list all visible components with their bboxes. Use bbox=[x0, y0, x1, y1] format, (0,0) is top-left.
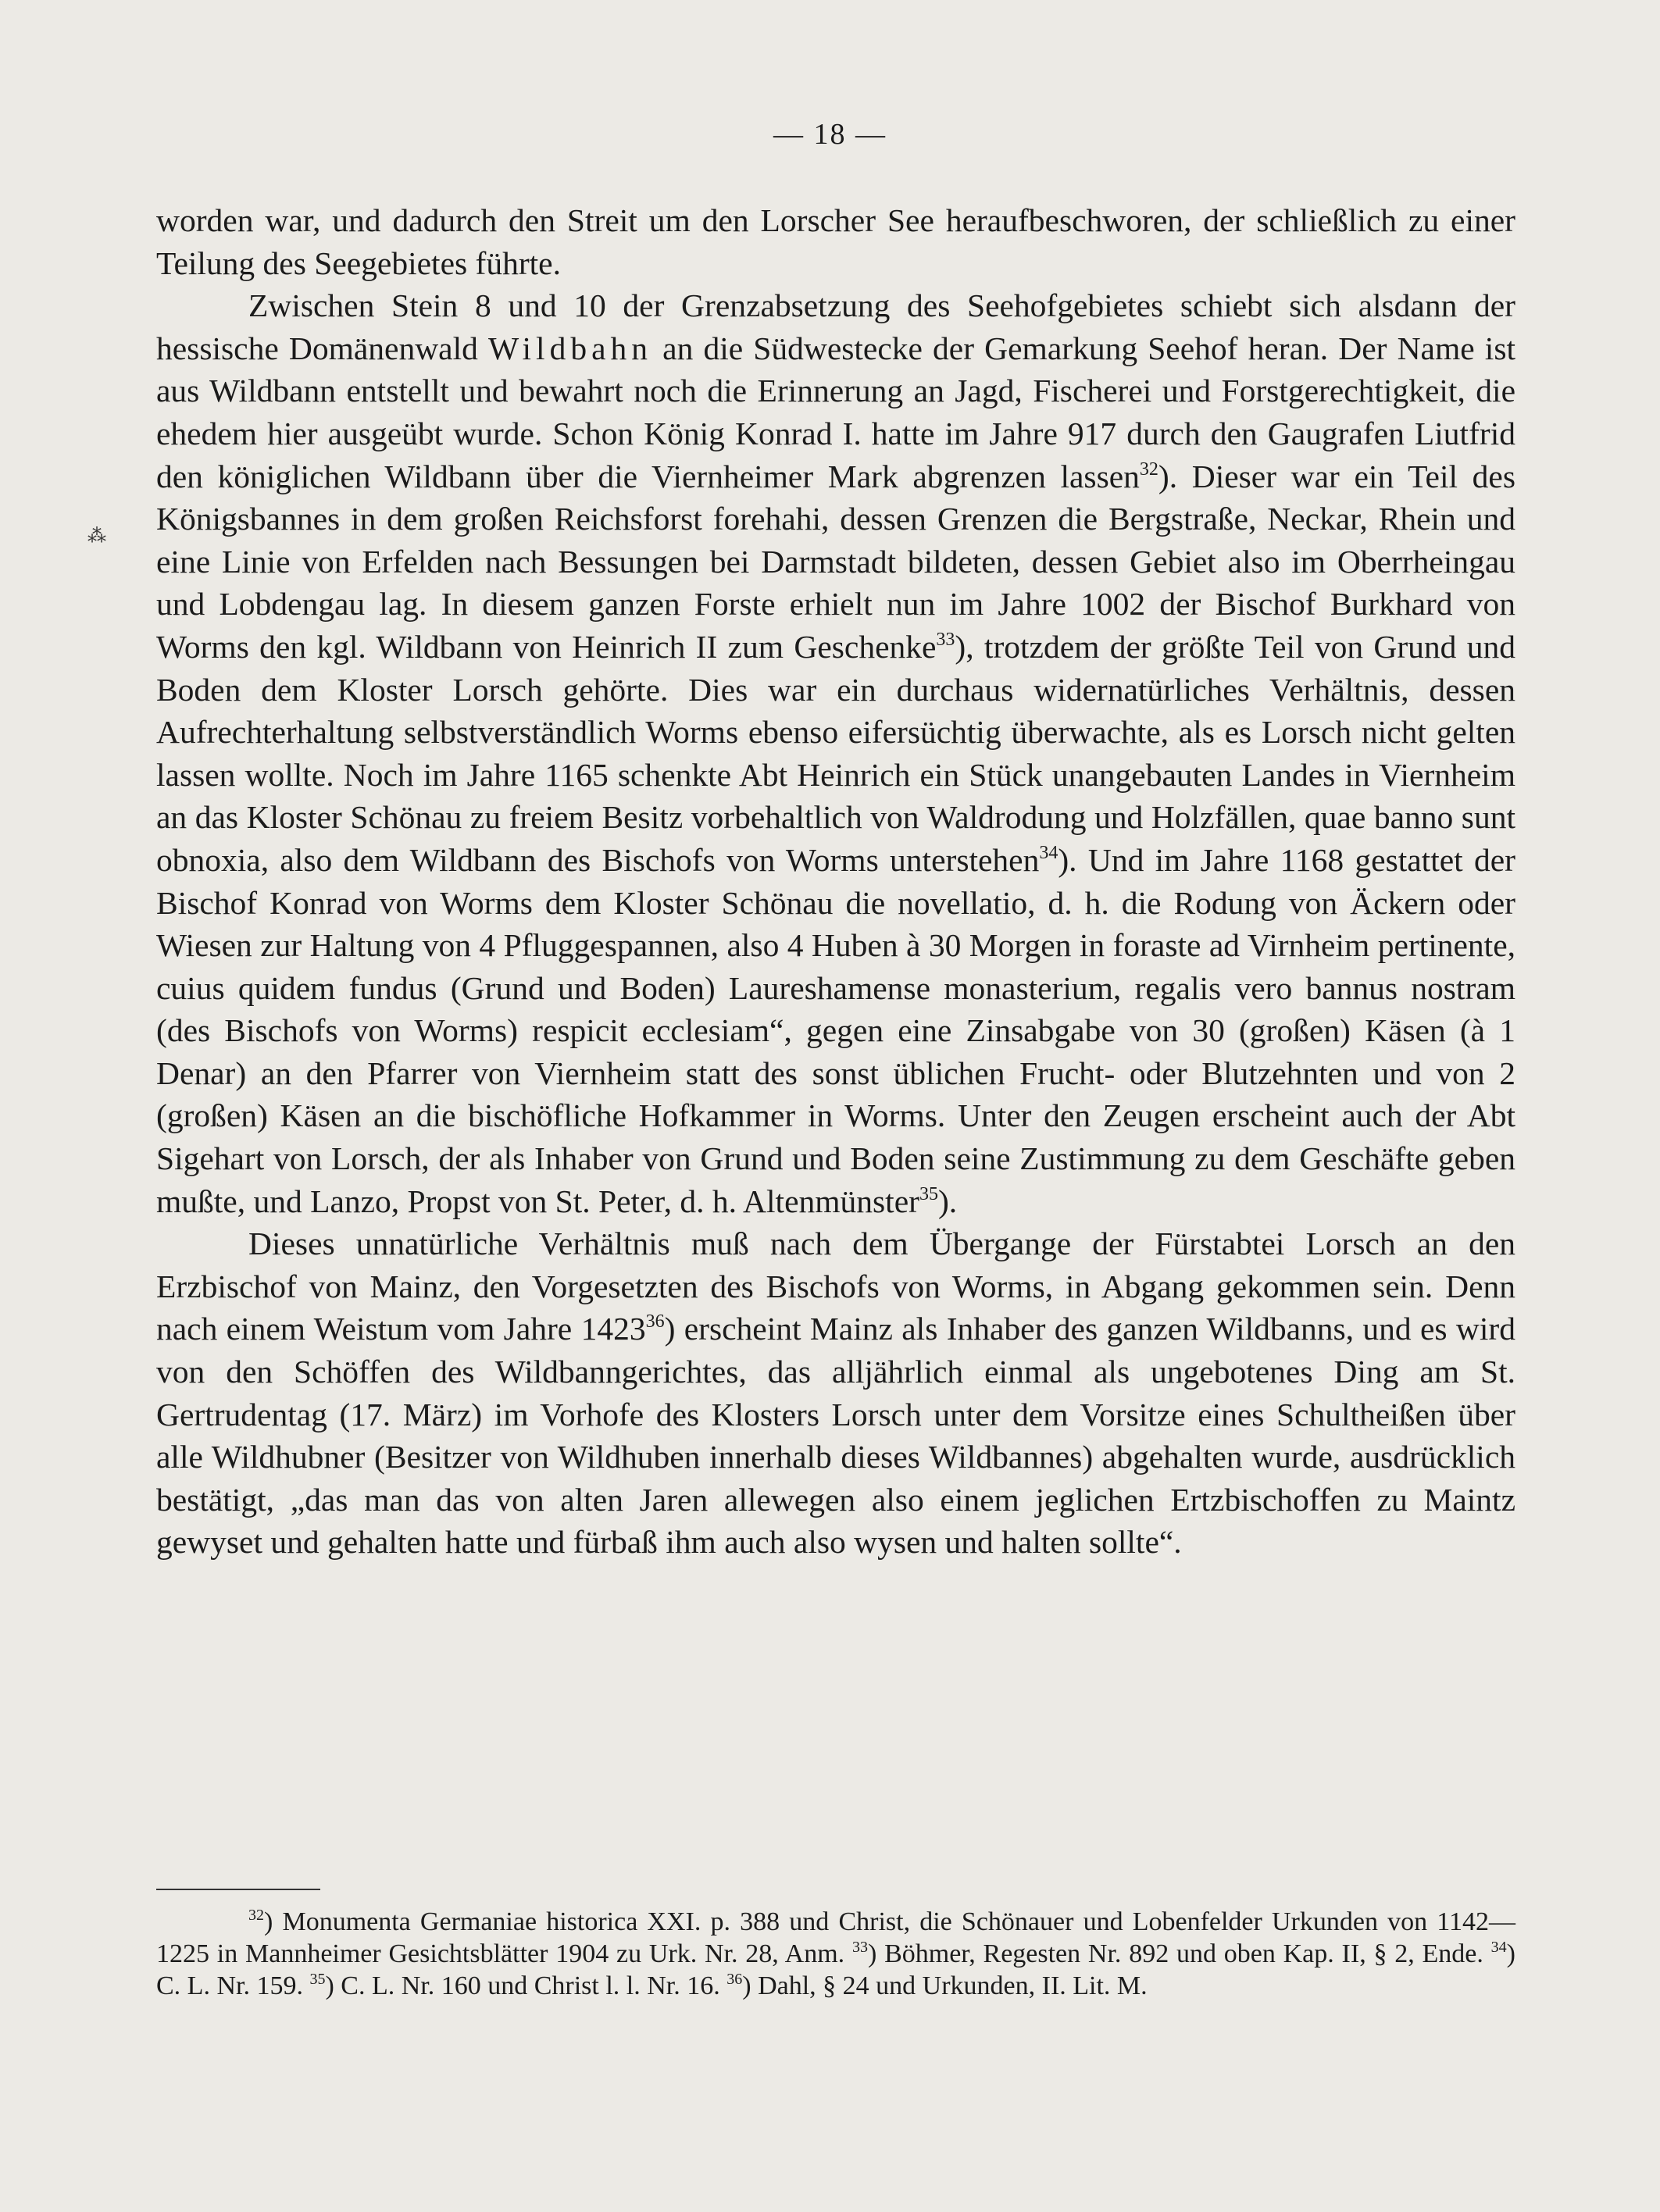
paragraph-3-text-b: ) erscheint Mainz als Inhaber des ganzen Wildbanns, und es wird von den Schöffen des Wildbanngerichtes, das alljährlich einmal als ungebotenes Ding am St. Gertrudentag (17. März) im Vorhofe des Klosters Lorsch unter dem Vorsitze eines Schultheißen über alle Wildhubner (Besitzer von Wildhuben innerhalb dieses Wildbannes) abgehalten wurde, ausdrücklich bestätigt, „das man das von alten Jaren allewegen also einem jeglichen Ertzbischoffen zu Maintz gewyset und gehalten hatte und fürbaß ihm auch also wysen und halten sollte“. bbox=[156, 1311, 1515, 1561]
paragraph-1 bbox=[156, 199, 1515, 284]
footnote-text-36: ) Dahl, § 24 und Urkunden, II. Lit. M. bbox=[742, 1971, 1148, 2000]
footnotes bbox=[156, 1906, 1515, 2002]
spaced-term-wildbahn: Wildbahn bbox=[488, 330, 653, 366]
paragraph-2-text-e: ). Und im Jahre 1168 gestattet der Bischof Konrad von Worms dem Kloster Schönau die novellatio, d. h. die Rodung von Äckern oder Wiesen zur Haltung von 4 Pfluggespannen, also 4 Huben à 30 Morgen in foraste ad Virnheim pertinente, cuius quidem fundus (Grund und Boden) Laureshamense monasterium, regalis vero bannus nostram (des Bischofs von Worms) respicit ecclesiam“, gegen eine Zinsabgabe von 30 (großen) Käsen (à 1 Denar) an den Pfarrer von Viernheim statt des sonst üblichen Frucht- oder Blutzehnten und von 2 (großen) Käsen an die bischöfliche Hofkammer in Worms. Unter den Zeugen erscheint auch der Abt Sigehart von Lorsch, der als Inhaber von Grund und Boden seine Zustimmung zu dem Geschäfte geben mußte, und Lanzo, Propst von St. Peter, d. h. Altenmünster bbox=[156, 841, 1515, 1219]
footnote-num-33: 33 bbox=[851, 1939, 868, 1956]
footnote-text-33: ) Böhmer, Regesten Nr. 892 und oben Kap. II, § 2, Ende. bbox=[867, 1939, 1491, 1968]
paragraph-1-text: worden war, und dadurch den Streit um den Lorscher See heraufbeschworen, der schließlich zu einer Teilung des Seegebietes führte. bbox=[156, 202, 1515, 281]
body-text bbox=[156, 199, 1515, 1564]
paragraph-3-text-a: Dieses unnatürliche Verhältnis muß nach dem Übergange der Fürstabtei Lorsch an den Erzbischof von Mainz, den Vorgesetzten des Bischofs von Worms, in Abgang gekommen sein. Denn nach einem Weistum vom Jahre 1423 bbox=[156, 1226, 1515, 1347]
paragraph-2-text-b: an die Südwestecke der Gemarkung Seehof heran. Der Name ist aus Wildbann entstellt und bewahrt noch die Erinnerung an Jagd, Fischerei und Forstgerechtigkeit, die ehedem hier ausgeübt wurde. Schon König Konrad I. hatte im Jahre 917 durch den Gaugrafen Liutfrid den königlichen Wildbann über die Viernheimer Mark abgrenzen lassen bbox=[156, 330, 1516, 494]
footnote-num-35: 35 bbox=[309, 1971, 326, 1988]
paragraph-2-text-f: ). bbox=[937, 1183, 958, 1219]
footnote-text-34: ) C. L. Nr. 159. bbox=[156, 1939, 1515, 2000]
paragraph-2-text-a: Zwischen Stein 8 und 10 der Grenzabsetzung des Seehofgebietes schiebt sich alsdann der hessische Domänenwald bbox=[156, 287, 1515, 366]
margin-mark: ⁂ bbox=[87, 526, 106, 547]
footnote-text-35: ) C. L. Nr. 160 und Christ l. l. Nr. 16. bbox=[325, 1971, 727, 2000]
paragraph-2 bbox=[156, 284, 1515, 1222]
footnote-divider bbox=[156, 1889, 320, 1890]
footnote-num-34: 34 bbox=[1490, 1939, 1507, 1956]
footnote-num-32: 32 bbox=[248, 1907, 264, 1924]
footnote-ref-34: 34 bbox=[1039, 842, 1058, 863]
paragraph-2-text-d: ), trotzdem der größte Teil von Grund und Boden dem Kloster Lorsch gehörte. Dies war ein durchaus widernatürliches Verhältnis, dessen Aufrechterhaltung selbstverständlich Worms ebenso eifersüchtig überwachte, als es Lorsch nicht gelten lassen wollte. Noch im Jahre 1165 schenkte Abt Heinrich ein Stück unangebauten Landes in Viernheim an das Kloster Schönau zu freiem Besitz vorbehaltlich von Waldrodung und Holzfällen, quae banno sunt obnoxia, also dem Wildbann des Bischofs von Worms unterstehen bbox=[156, 628, 1515, 878]
footnote-ref-33: 33 bbox=[936, 629, 955, 650]
footnote-ref-36: 36 bbox=[645, 1311, 665, 1333]
paragraph-2-text-c: ). Dieser war ein Teil des Königsbannes in dem großen Reichsforst forehahi, dessen Grenzen die Bergstraße, Neckar, Rhein und eine Linie von Erfelden nach Bessungen bei Darmstadt bildeten, dessen Gebiet also im Oberrheingau und Lobdengau lag. In diesem ganzen Forste erhielt nun im Jahre 1002 der Bischof Burkhard von Worms den kgl. Wildbann von Heinrich II zum Geschenke bbox=[156, 458, 1515, 665]
footnote-ref-35: 35 bbox=[919, 1183, 938, 1204]
footnote-text-32: ) Monumenta Germaniae historica XXI. p. 388 und Christ, die Schönauer und Lobenfelder Urkunden von 1142—1225 in Mannheimer Gesichtsblätter 1904 zu Urk. Nr. 28, Anm. bbox=[156, 1907, 1515, 1968]
footnote-num-36: 36 bbox=[726, 1971, 743, 1988]
footnote-block bbox=[156, 1906, 1515, 2002]
page-number: — 18 — bbox=[773, 118, 887, 151]
paragraph-3 bbox=[156, 1222, 1515, 1564]
footnote-ref-32: 32 bbox=[1139, 458, 1158, 480]
